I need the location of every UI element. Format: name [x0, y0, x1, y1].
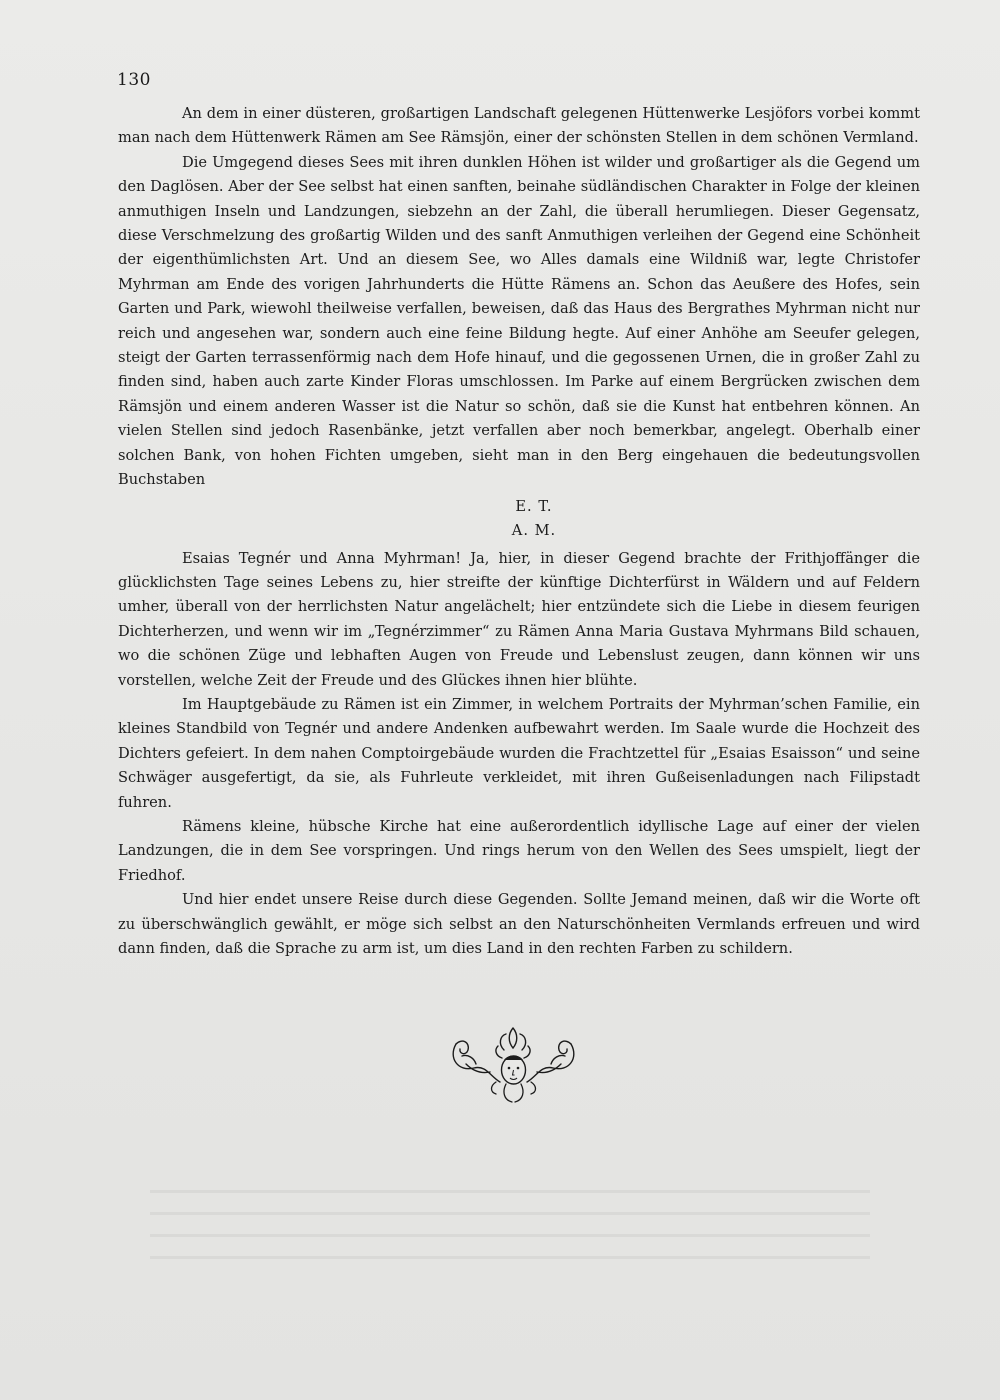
show-through-text	[150, 1190, 870, 1260]
paragraph: Rämens kleine, hübsche Kirche hat eine außerordentlich idyllische Lage auf einer der vielen Landzungen, die in dem See vorspringen. Und rings herum von den Wellen des Sees umspielt, liegt der Friedhof.	[118, 817, 920, 884]
initials-line-1: E. T.	[515, 497, 553, 515]
paragraph: Die Umgegend dieses Sees mit ihren dunklen Höhen ist wilder und großartiger als die Gegend um den Daglösen. Aber der See selbst hat einen sanften, beinahe südländischen Charakter in Folge der kleinen anmuthigen Inseln und Landzungen, siebzehn an der Zahl, die überall herumliegen. Dieser Gegensatz, diese Verschmelzung des großartig Wilden und des sanft Anmuthigen verleihen der Gegend eine Schönheit der eigenthümlichsten Art. Und an diesem See, wo Alles damals eine Wildniß war, legte Christofer Myhrman am Ende des vorigen Jahrhunderts die Hütte Rämens an. Schon das Aeußere des Hofes, sein Garten und Park, wiewohl theilweise verfallen, beweisen, daß das Haus des Bergrathes Myhrman nicht nur reich und angesehen war, sondern auch eine feine Bildung hegte. Auf einer Anhöhe am Seeufer gelegen, steigt der Garten terrassenförmig nach dem Hofe hinauf, und die gegossenen Urnen, die in großer Zahl zu finden sind, haben auch zarte Kinder Floras umschlossen. Im Parke auf einem Bergrücken zwischen dem Rämsjön und einem anderen Wasser ist die Natur so schön, daß sie die Kunst hat entbehren können. An vielen Stellen sind jedoch Rasenbänke, jetzt verfallen aber noch bemerkbar, angelegt. Oberhalb einer solchen Bank, von hohen Fichten umgeben, sieht man in den Berg eingehauen die bedeutungsvollen Buchstaben	[118, 153, 920, 489]
initials-line-2: A. M.	[511, 521, 557, 539]
paragraph: Im Hauptgebäude zu Rämen ist ein Zimmer, in welchem Portraits der Myhrman’schen Familie, ein kleines Standbild von Tegnér und andere Andenken aufbewahrt werden. Im Saale wurde die Hochzeit des Dichters gefeiert. In dem nahen Comptoirgebäude wurden die Frachtzettel für „Esaias Esaisson“ und seine Schwäger ausgefertigt, da sie, als Fuhrleute verkleidet, mit ihren Gußeisenladungen nach Filipstadt fuhren.	[118, 695, 920, 811]
paragraph: An dem in einer düsteren, großartigen Landschaft gelegenen Hüttenwerke Lesjöfors vorbei kommt man nach dem Hüttenwerk Rämen am See Rämsjön, einer der schönsten Stellen in dem schönen Vermland.	[118, 105, 920, 147]
paragraph: Und hier endet unsere Reise durch diese Gegenden. Sollte Jemand meinen, daß wir die Worte oft zu überschwänglich gewählt, er möge sich selbst an den Naturschönheiten Vermlands erfreuen und wird dann finden, daß die Sprache zu arm ist, um dies Land in den rechten Farben zu schildern.	[118, 891, 920, 957]
paragraph: Esaias Tegnér und Anna Myhrman! Ja, hier, in dieser Gegend brachte der Frithjoffänger die glücklichsten Tage seines Lebens zu, hier streifte der künftige Dichterfürst in Wäldern und auf Feldern umher, überall von der herrlichsten Natur angelächelt; hier entzündete sich die Liebe in diesem feurigen Dichterherzen, und wenn wir im „Tegnérzimmer“ zu Rämen Anna Maria Gustava Myhrmans Bild schauen, wo die schönen Züge und lebhaften Augen von Freude und Lebenslust zeugen, dann können wir uns vorstellen, welche Zeit der Freude und des Glückes ihnen hier blühte.	[118, 549, 920, 689]
page-number: 130	[117, 70, 151, 90]
body-text	[118, 102, 920, 961]
floral-face-vignette-icon	[446, 1024, 581, 1106]
carved-initials	[118, 495, 920, 543]
